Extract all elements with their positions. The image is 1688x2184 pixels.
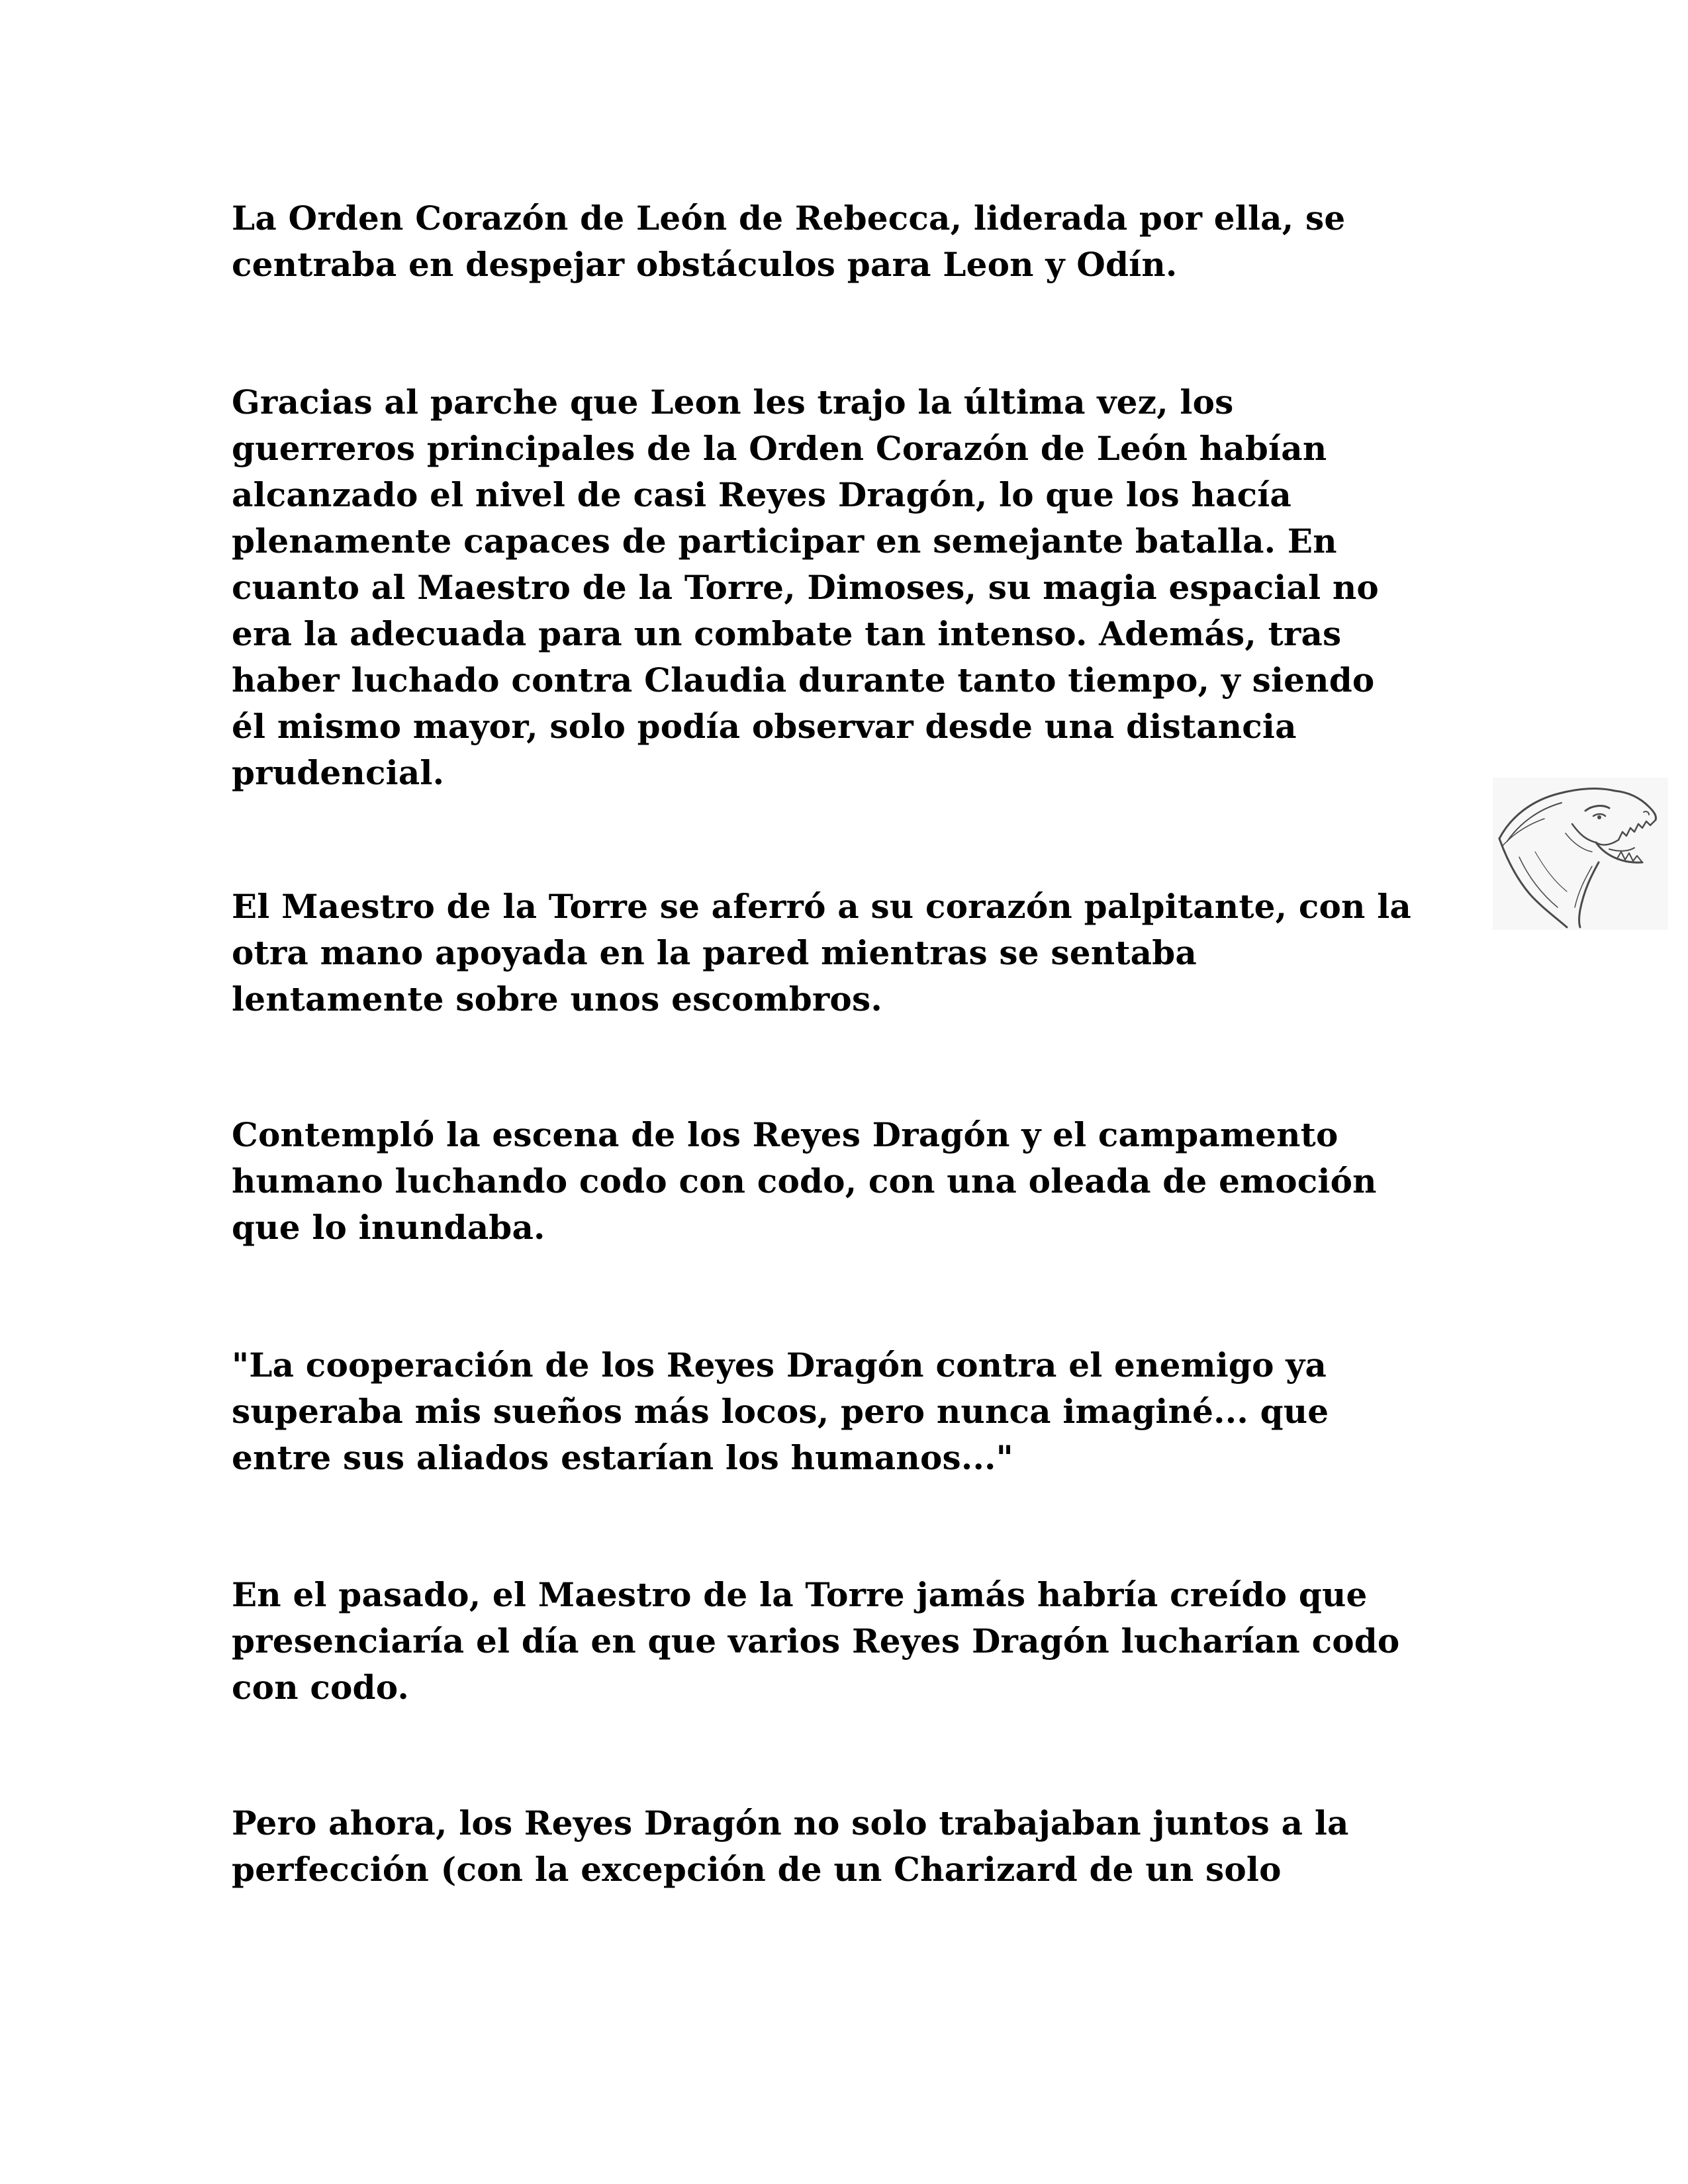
text-line: era la adecuada para un combate tan intenso. Además, tras [232,614,1342,653]
text-line: superaba mis sueños más locos, pero nunca imaginé... que [232,1392,1329,1431]
text-line: Gracias al parche que Leon les trajo la última vez, los [232,383,1234,422]
text-line: él mismo mayor, solo podía observar desde una distancia [232,707,1297,746]
paragraph-6 [232,1572,1450,1711]
text-line: con codo. [232,1668,409,1707]
text-line: centraba en despejar obstáculos para Leon y Odín. [232,245,1178,284]
paragraph-5 [232,1342,1450,1481]
text-line: guerreros principales de la Orden Corazón de León habían [232,429,1327,468]
text-line: que lo inundaba. [232,1208,545,1247]
text-line: entre sus aliados estarían los humanos..." [232,1438,1013,1477]
text-line: lentamente sobre unos escombros. [232,979,882,1019]
paragraph-3 [232,884,1450,1023]
paragraph-2 [232,379,1450,796]
text-line: El Maestro de la Torre se aferró a su corazón palpitante, con la [232,887,1412,926]
text-line: Contempló la escena de los Reyes Dragón y el campamento [232,1115,1338,1154]
text-line: haber luchado contra Claudia durante tanto tiempo, y siendo [232,660,1375,700]
text-line: presenciaría el día en que varios Reyes Dragón lucharían codo [232,1621,1400,1661]
paragraph-1 [232,195,1450,288]
text-line: prudencial. [232,753,445,792]
dragon-head-sketch-icon [1493,778,1668,930]
text-line: "La cooperación de los Reyes Dragón contra el enemigo ya [232,1345,1327,1385]
paragraph-4 [232,1112,1450,1251]
text-line: alcanzado el nivel de casi Reyes Dragón, lo que los hacía [232,475,1292,514]
text-line: perfección (con la excepción de un Charizard de un solo [232,1850,1282,1889]
paragraph-7 [232,1800,1450,1893]
text-line: cuanto al Maestro de la Torre, Dimoses, su magia espacial no [232,568,1379,607]
text-line: La Orden Corazón de León de Rebecca, liderada por ella, se [232,199,1346,238]
text-line: En el pasado, el Maestro de la Torre jamás habría creído que [232,1575,1368,1614]
text-line: plenamente capaces de participar en semejante batalla. En [232,522,1337,561]
text-line: humano luchando codo con codo, con una oleada de emoción [232,1161,1377,1201]
text-line: Pero ahora, los Reyes Dragón no solo trabajaban juntos a la [232,1803,1349,1843]
text-line: otra mano apoyada en la pared mientras se sentaba [232,933,1197,972]
